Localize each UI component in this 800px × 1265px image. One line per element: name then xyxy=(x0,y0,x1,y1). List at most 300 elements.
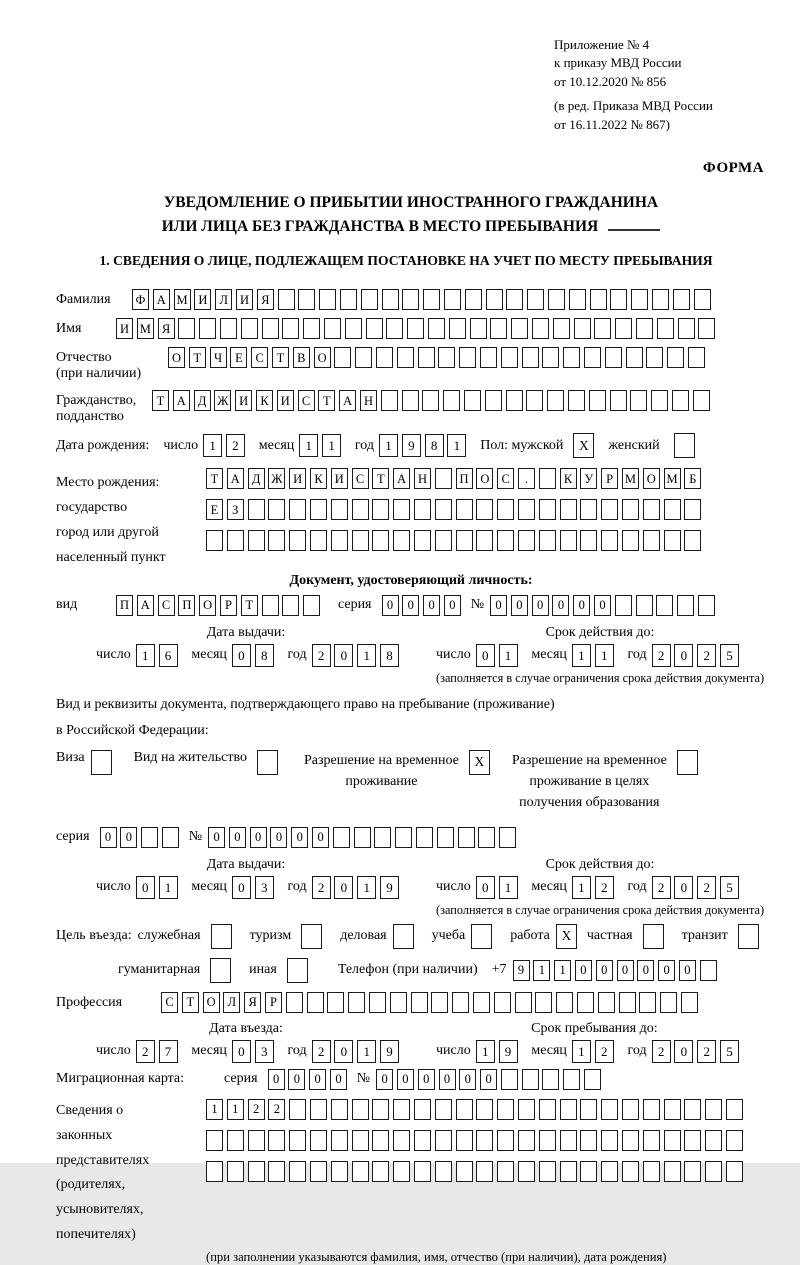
char-cell[interactable] xyxy=(310,499,327,520)
char-cell[interactable]: А xyxy=(137,595,154,616)
char-cell[interactable]: 9 xyxy=(380,1040,399,1063)
char-cell[interactable]: 1 xyxy=(203,434,222,457)
char-cell[interactable]: 0 xyxy=(334,876,353,899)
char-cell[interactable] xyxy=(333,827,350,848)
char-cell[interactable] xyxy=(456,499,473,520)
char-cell[interactable] xyxy=(622,1130,639,1151)
char-cell[interactable] xyxy=(268,530,285,551)
char-cell[interactable] xyxy=(456,1099,473,1120)
purpose-study-checkbox[interactable] xyxy=(471,924,492,949)
char-cell[interactable] xyxy=(652,289,669,310)
char-cell[interactable]: 1 xyxy=(554,960,571,981)
char-cell[interactable] xyxy=(622,499,639,520)
char-cell[interactable]: 2 xyxy=(268,1099,285,1120)
char-cell[interactable] xyxy=(651,390,668,411)
char-cell[interactable] xyxy=(278,289,295,310)
char-cell[interactable] xyxy=(449,318,466,339)
char-cell[interactable] xyxy=(268,1161,285,1182)
char-cell[interactable] xyxy=(345,318,362,339)
char-cell[interactable]: 0 xyxy=(423,595,440,616)
char-cell[interactable] xyxy=(605,347,622,368)
char-cell[interactable] xyxy=(643,1161,660,1182)
char-cell[interactable] xyxy=(656,595,673,616)
char-cell[interactable] xyxy=(684,1161,701,1182)
char-cell[interactable]: 0 xyxy=(617,960,634,981)
char-cell[interactable] xyxy=(526,390,543,411)
char-cell[interactable]: Т xyxy=(372,468,389,489)
char-cell[interactable] xyxy=(563,347,580,368)
char-cell[interactable] xyxy=(560,530,577,551)
char-cell[interactable]: 0 xyxy=(312,827,329,848)
char-cell[interactable] xyxy=(422,390,439,411)
char-cell[interactable] xyxy=(393,1161,410,1182)
purpose-other-checkbox[interactable] xyxy=(287,958,308,983)
char-cell[interactable]: 2 xyxy=(312,1040,331,1063)
char-cell[interactable] xyxy=(615,595,632,616)
char-cell[interactable]: И xyxy=(194,289,211,310)
char-cell[interactable]: А xyxy=(153,289,170,310)
char-cell[interactable]: Л xyxy=(223,992,240,1013)
birth-month-input[interactable] xyxy=(299,434,345,457)
birth-place-input-row-1[interactable] xyxy=(206,468,705,489)
id-valid-day-input[interactable] xyxy=(476,644,522,667)
char-cell[interactable]: 8 xyxy=(255,644,274,667)
char-cell[interactable] xyxy=(470,318,487,339)
char-cell[interactable] xyxy=(660,992,677,1013)
char-cell[interactable] xyxy=(331,1130,348,1151)
purpose-private-checkbox[interactable] xyxy=(643,924,664,949)
guardians-input-row-1[interactable] xyxy=(206,1099,747,1120)
char-cell[interactable] xyxy=(431,992,448,1013)
entry-year-input[interactable] xyxy=(312,1040,403,1063)
char-cell[interactable]: 1 xyxy=(299,434,318,457)
char-cell[interactable] xyxy=(361,289,378,310)
char-cell[interactable]: 0 xyxy=(439,1069,456,1090)
char-cell[interactable]: 5 xyxy=(720,876,739,899)
char-cell[interactable] xyxy=(497,1130,514,1151)
char-cell[interactable] xyxy=(331,499,348,520)
char-cell[interactable]: П xyxy=(178,595,195,616)
char-cell[interactable]: 2 xyxy=(652,1040,671,1063)
char-cell[interactable]: А xyxy=(393,468,410,489)
char-cell[interactable]: Е xyxy=(230,347,247,368)
char-cell[interactable] xyxy=(698,595,715,616)
char-cell[interactable] xyxy=(553,318,570,339)
char-cell[interactable] xyxy=(726,1099,743,1120)
char-cell[interactable] xyxy=(664,530,681,551)
char-cell[interactable] xyxy=(518,1099,535,1120)
char-cell[interactable] xyxy=(580,1099,597,1120)
char-cell[interactable] xyxy=(268,1130,285,1151)
permit-valid-day-input[interactable] xyxy=(476,876,522,899)
char-cell[interactable]: 0 xyxy=(480,1069,497,1090)
char-cell[interactable] xyxy=(298,289,315,310)
char-cell[interactable]: С xyxy=(158,595,175,616)
char-cell[interactable] xyxy=(631,289,648,310)
char-cell[interactable] xyxy=(456,1130,473,1151)
char-cell[interactable] xyxy=(393,499,410,520)
char-cell[interactable] xyxy=(542,347,559,368)
char-cell[interactable] xyxy=(397,347,414,368)
char-cell[interactable] xyxy=(414,1099,431,1120)
char-cell[interactable]: 1 xyxy=(357,876,376,899)
char-cell[interactable] xyxy=(539,468,556,489)
char-cell[interactable]: П xyxy=(116,595,133,616)
char-cell[interactable] xyxy=(664,499,681,520)
id-issue-day-input[interactable] xyxy=(136,644,182,667)
char-cell[interactable] xyxy=(560,1161,577,1182)
char-cell[interactable] xyxy=(610,390,627,411)
char-cell[interactable] xyxy=(374,827,391,848)
char-cell[interactable]: 2 xyxy=(697,876,716,899)
char-cell[interactable]: 1 xyxy=(476,1040,495,1063)
form-number-blank[interactable] xyxy=(608,216,660,231)
visa-checkbox[interactable] xyxy=(91,750,112,775)
char-cell[interactable]: 9 xyxy=(402,434,421,457)
char-cell[interactable]: 1 xyxy=(499,644,518,667)
char-cell[interactable]: 0 xyxy=(490,595,507,616)
char-cell[interactable] xyxy=(619,992,636,1013)
char-cell[interactable]: Ч xyxy=(210,347,227,368)
char-cell[interactable]: 2 xyxy=(312,876,331,899)
id-valid-month-input[interactable] xyxy=(572,644,618,667)
temp-permit-edu-checkbox[interactable] xyxy=(677,750,698,775)
char-cell[interactable] xyxy=(476,1099,493,1120)
char-cell[interactable] xyxy=(355,347,372,368)
residence-permit-checkbox[interactable] xyxy=(257,750,278,775)
char-cell[interactable] xyxy=(590,289,607,310)
char-cell[interactable] xyxy=(465,289,482,310)
permit-issue-month-input[interactable] xyxy=(232,876,278,899)
char-cell[interactable] xyxy=(414,1161,431,1182)
guardians-input-row-2[interactable] xyxy=(206,1130,747,1151)
char-cell[interactable] xyxy=(622,1161,639,1182)
char-cell[interactable] xyxy=(372,499,389,520)
char-cell[interactable] xyxy=(700,960,717,981)
char-cell[interactable] xyxy=(630,390,647,411)
char-cell[interactable] xyxy=(414,530,431,551)
char-cell[interactable]: 0 xyxy=(596,960,613,981)
char-cell[interactable]: З xyxy=(227,499,244,520)
char-cell[interactable] xyxy=(310,1099,327,1120)
char-cell[interactable]: 3 xyxy=(255,876,274,899)
char-cell[interactable]: 8 xyxy=(380,644,399,667)
sex-female-checkbox[interactable] xyxy=(674,433,695,458)
char-cell[interactable]: 0 xyxy=(532,595,549,616)
name-input[interactable] xyxy=(116,318,719,339)
char-cell[interactable]: 1 xyxy=(379,434,398,457)
char-cell[interactable] xyxy=(568,390,585,411)
char-cell[interactable]: М xyxy=(664,468,681,489)
char-cell[interactable] xyxy=(289,1161,306,1182)
char-cell[interactable] xyxy=(684,530,701,551)
char-cell[interactable] xyxy=(497,1099,514,1120)
char-cell[interactable] xyxy=(499,827,516,848)
char-cell[interactable]: О xyxy=(199,595,216,616)
char-cell[interactable] xyxy=(657,318,674,339)
char-cell[interactable] xyxy=(539,530,556,551)
char-cell[interactable]: Ж xyxy=(214,390,231,411)
char-cell[interactable] xyxy=(532,318,549,339)
char-cell[interactable] xyxy=(206,530,223,551)
char-cell[interactable] xyxy=(485,390,502,411)
char-cell[interactable]: М xyxy=(174,289,191,310)
char-cell[interactable] xyxy=(372,1161,389,1182)
char-cell[interactable]: 2 xyxy=(697,644,716,667)
char-cell[interactable] xyxy=(310,1130,327,1151)
char-cell[interactable] xyxy=(178,318,195,339)
char-cell[interactable]: Я xyxy=(244,992,261,1013)
char-cell[interactable] xyxy=(610,289,627,310)
char-cell[interactable] xyxy=(199,318,216,339)
permit-valid-year-input[interactable] xyxy=(652,876,743,899)
char-cell[interactable] xyxy=(518,1161,535,1182)
char-cell[interactable] xyxy=(664,1099,681,1120)
char-cell[interactable] xyxy=(726,1130,743,1151)
char-cell[interactable]: 2 xyxy=(595,876,614,899)
char-cell[interactable] xyxy=(411,992,428,1013)
char-cell[interactable] xyxy=(268,499,285,520)
char-cell[interactable] xyxy=(407,318,424,339)
char-cell[interactable] xyxy=(698,318,715,339)
char-cell[interactable]: 9 xyxy=(499,1040,518,1063)
char-cell[interactable]: 0 xyxy=(637,960,654,981)
char-cell[interactable] xyxy=(393,1099,410,1120)
char-cell[interactable] xyxy=(522,347,539,368)
char-cell[interactable]: 0 xyxy=(397,1069,414,1090)
char-cell[interactable]: 2 xyxy=(248,1099,265,1120)
char-cell[interactable]: 0 xyxy=(250,827,267,848)
char-cell[interactable] xyxy=(684,499,701,520)
char-cell[interactable] xyxy=(348,992,365,1013)
char-cell[interactable]: 0 xyxy=(330,1069,347,1090)
char-cell[interactable]: О xyxy=(643,468,660,489)
char-cell[interactable] xyxy=(476,530,493,551)
birth-place-input-row-3[interactable] xyxy=(206,530,705,551)
char-cell[interactable]: 1 xyxy=(357,644,376,667)
char-cell[interactable] xyxy=(227,530,244,551)
char-cell[interactable]: С xyxy=(161,992,178,1013)
char-cell[interactable]: 0 xyxy=(402,595,419,616)
char-cell[interactable] xyxy=(643,499,660,520)
char-cell[interactable] xyxy=(376,347,393,368)
char-cell[interactable] xyxy=(476,499,493,520)
char-cell[interactable]: 1 xyxy=(572,1040,591,1063)
char-cell[interactable] xyxy=(501,1069,518,1090)
doc-series-input[interactable] xyxy=(382,595,465,616)
char-cell[interactable] xyxy=(518,530,535,551)
char-cell[interactable] xyxy=(556,992,573,1013)
stay-day-input[interactable] xyxy=(476,1040,522,1063)
char-cell[interactable]: 0 xyxy=(208,827,225,848)
char-cell[interactable]: 0 xyxy=(444,595,461,616)
char-cell[interactable]: 0 xyxy=(291,827,308,848)
char-cell[interactable] xyxy=(416,827,433,848)
char-cell[interactable] xyxy=(506,390,523,411)
char-cell[interactable]: И xyxy=(236,289,253,310)
char-cell[interactable] xyxy=(262,595,279,616)
permit-number-input[interactable] xyxy=(208,827,520,848)
sex-male-checkbox[interactable]: X xyxy=(573,433,594,458)
char-cell[interactable] xyxy=(393,1130,410,1151)
char-cell[interactable] xyxy=(282,318,299,339)
char-cell[interactable]: Д xyxy=(194,390,211,411)
citizenship-input[interactable] xyxy=(152,390,714,411)
char-cell[interactable]: 0 xyxy=(334,1040,353,1063)
char-cell[interactable]: 1 xyxy=(447,434,466,457)
char-cell[interactable] xyxy=(478,827,495,848)
char-cell[interactable]: 0 xyxy=(229,827,246,848)
char-cell[interactable] xyxy=(435,499,452,520)
char-cell[interactable]: А xyxy=(339,390,356,411)
purpose-transit-checkbox[interactable] xyxy=(738,924,759,949)
patronymic-input[interactable] xyxy=(168,347,709,368)
char-cell[interactable]: 0 xyxy=(232,644,251,667)
char-cell[interactable]: 0 xyxy=(120,827,137,848)
char-cell[interactable] xyxy=(539,1099,556,1120)
char-cell[interactable]: 1 xyxy=(595,644,614,667)
char-cell[interactable] xyxy=(622,1099,639,1120)
char-cell[interactable]: 1 xyxy=(322,434,341,457)
char-cell[interactable]: Р xyxy=(220,595,237,616)
char-cell[interactable] xyxy=(241,318,258,339)
doc-number-input[interactable] xyxy=(490,595,719,616)
char-cell[interactable]: 5 xyxy=(720,1040,739,1063)
char-cell[interactable]: Т xyxy=(272,347,289,368)
char-cell[interactable]: 0 xyxy=(288,1069,305,1090)
char-cell[interactable]: Т xyxy=(318,390,335,411)
char-cell[interactable] xyxy=(542,1069,559,1090)
purpose-business-checkbox[interactable] xyxy=(393,924,414,949)
char-cell[interactable] xyxy=(369,992,386,1013)
char-cell[interactable] xyxy=(437,827,454,848)
char-cell[interactable] xyxy=(664,1161,681,1182)
char-cell[interactable] xyxy=(286,992,303,1013)
char-cell[interactable] xyxy=(677,595,694,616)
permit-valid-month-input[interactable] xyxy=(572,876,618,899)
char-cell[interactable]: 2 xyxy=(136,1040,155,1063)
char-cell[interactable] xyxy=(289,499,306,520)
char-cell[interactable]: Я xyxy=(257,289,274,310)
char-cell[interactable] xyxy=(435,1130,452,1151)
permit-issue-day-input[interactable] xyxy=(136,876,182,899)
char-cell[interactable] xyxy=(352,530,369,551)
char-cell[interactable] xyxy=(501,347,518,368)
purpose-humanitarian-checkbox[interactable] xyxy=(210,958,231,983)
char-cell[interactable]: И xyxy=(116,318,133,339)
char-cell[interactable] xyxy=(248,1130,265,1151)
char-cell[interactable] xyxy=(694,289,711,310)
char-cell[interactable]: 0 xyxy=(100,827,117,848)
char-cell[interactable] xyxy=(726,1161,743,1182)
char-cell[interactable] xyxy=(497,499,514,520)
char-cell[interactable] xyxy=(678,318,695,339)
char-cell[interactable] xyxy=(560,1099,577,1120)
char-cell[interactable]: 1 xyxy=(136,644,155,667)
char-cell[interactable] xyxy=(372,530,389,551)
birth-day-input[interactable] xyxy=(203,434,249,457)
char-cell[interactable] xyxy=(459,347,476,368)
char-cell[interactable]: 1 xyxy=(499,876,518,899)
char-cell[interactable] xyxy=(393,530,410,551)
char-cell[interactable] xyxy=(402,390,419,411)
char-cell[interactable] xyxy=(390,992,407,1013)
char-cell[interactable]: 0 xyxy=(674,1040,693,1063)
char-cell[interactable] xyxy=(673,289,690,310)
char-cell[interactable] xyxy=(580,1130,597,1151)
birth-year-input[interactable] xyxy=(379,434,470,457)
char-cell[interactable]: Р xyxy=(265,992,282,1013)
char-cell[interactable]: И xyxy=(331,468,348,489)
char-cell[interactable] xyxy=(636,318,653,339)
char-cell[interactable] xyxy=(511,318,528,339)
char-cell[interactable]: 0 xyxy=(270,827,287,848)
char-cell[interactable]: 1 xyxy=(206,1099,223,1120)
char-cell[interactable] xyxy=(141,827,158,848)
char-cell[interactable] xyxy=(580,499,597,520)
char-cell[interactable] xyxy=(262,318,279,339)
char-cell[interactable] xyxy=(535,992,552,1013)
char-cell[interactable] xyxy=(319,289,336,310)
char-cell[interactable] xyxy=(352,499,369,520)
char-cell[interactable] xyxy=(324,318,341,339)
char-cell[interactable] xyxy=(414,1130,431,1151)
char-cell[interactable] xyxy=(435,530,452,551)
char-cell[interactable] xyxy=(688,347,705,368)
char-cell[interactable]: 2 xyxy=(652,876,671,899)
char-cell[interactable]: И xyxy=(235,390,252,411)
char-cell[interactable]: М xyxy=(137,318,154,339)
char-cell[interactable]: 9 xyxy=(513,960,530,981)
char-cell[interactable]: Л xyxy=(215,289,232,310)
char-cell[interactable] xyxy=(382,289,399,310)
char-cell[interactable]: О xyxy=(476,468,493,489)
char-cell[interactable]: 0 xyxy=(679,960,696,981)
char-cell[interactable]: С xyxy=(251,347,268,368)
char-cell[interactable]: К xyxy=(256,390,273,411)
id-issue-year-input[interactable] xyxy=(312,644,403,667)
char-cell[interactable]: 0 xyxy=(511,595,528,616)
char-cell[interactable]: 3 xyxy=(255,1040,274,1063)
char-cell[interactable] xyxy=(601,1130,618,1151)
char-cell[interactable] xyxy=(402,289,419,310)
char-cell[interactable] xyxy=(443,390,460,411)
char-cell[interactable] xyxy=(580,530,597,551)
char-cell[interactable] xyxy=(594,318,611,339)
char-cell[interactable] xyxy=(372,1099,389,1120)
char-cell[interactable] xyxy=(693,390,710,411)
char-cell[interactable] xyxy=(569,289,586,310)
char-cell[interactable] xyxy=(684,1130,701,1151)
char-cell[interactable] xyxy=(227,1130,244,1151)
char-cell[interactable] xyxy=(646,347,663,368)
char-cell[interactable] xyxy=(473,992,490,1013)
char-cell[interactable]: 0 xyxy=(476,644,495,667)
char-cell[interactable] xyxy=(615,318,632,339)
char-cell[interactable] xyxy=(705,1130,722,1151)
char-cell[interactable]: 5 xyxy=(720,644,739,667)
char-cell[interactable] xyxy=(248,499,265,520)
char-cell[interactable] xyxy=(289,1099,306,1120)
char-cell[interactable] xyxy=(589,390,606,411)
char-cell[interactable] xyxy=(386,318,403,339)
char-cell[interactable]: Б xyxy=(684,468,701,489)
char-cell[interactable]: 0 xyxy=(658,960,675,981)
char-cell[interactable]: Ж xyxy=(268,468,285,489)
char-cell[interactable] xyxy=(381,390,398,411)
surname-input[interactable] xyxy=(132,289,714,310)
char-cell[interactable] xyxy=(206,1161,223,1182)
